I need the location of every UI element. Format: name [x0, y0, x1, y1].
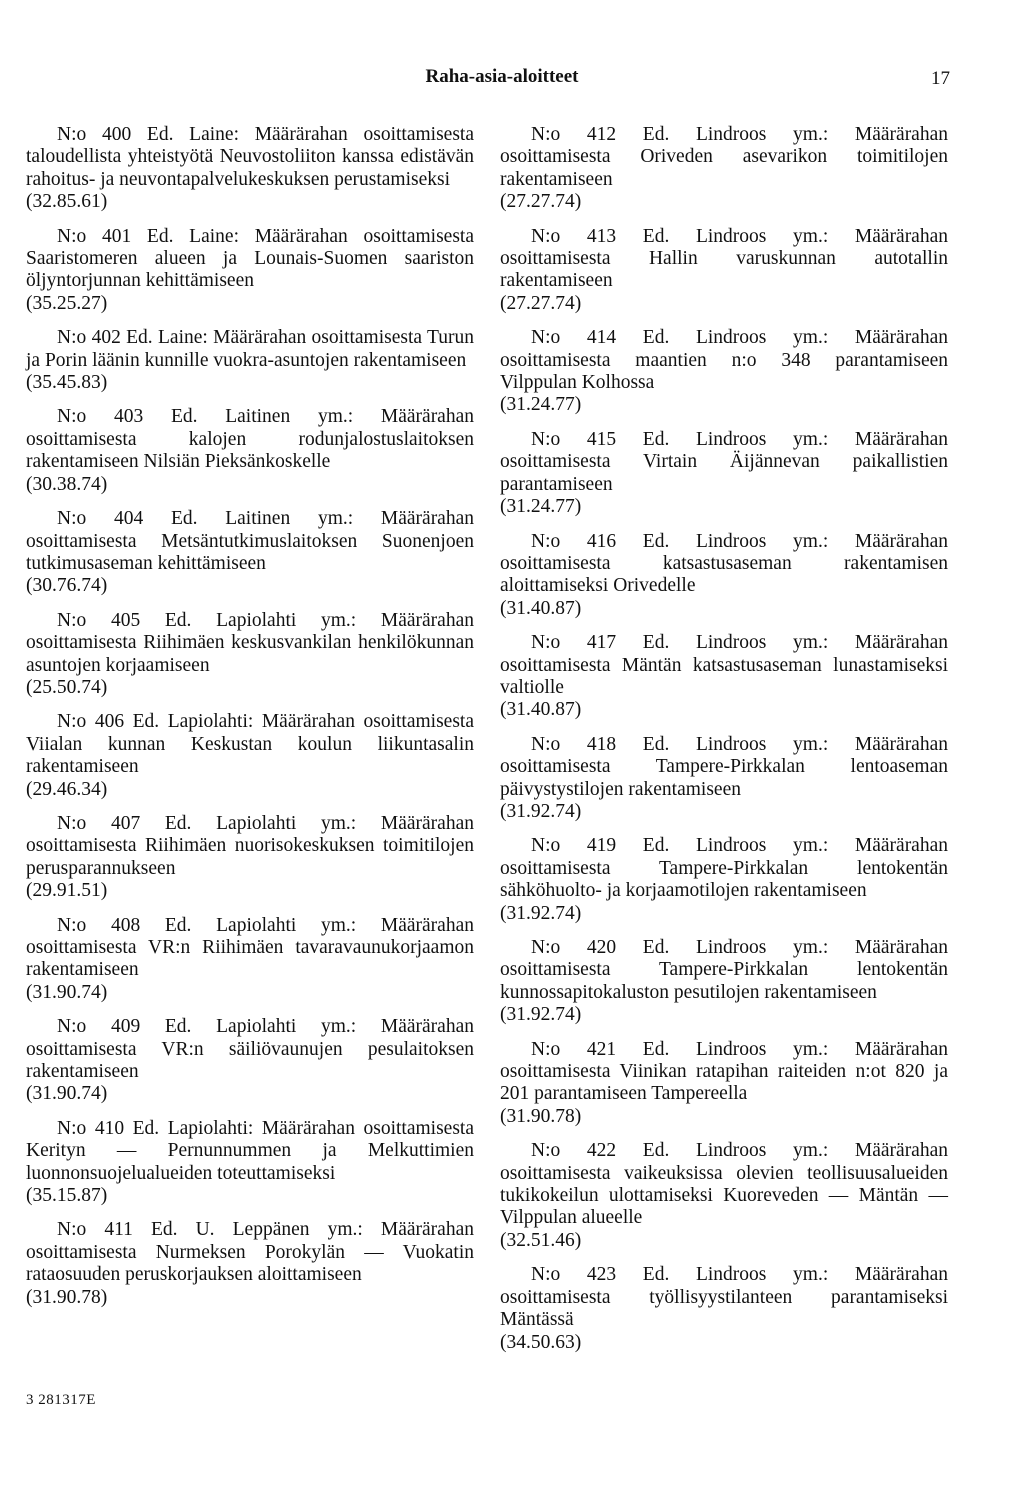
budget-item-code: (31.40.87) — [500, 597, 582, 619]
budget-item-code: (32.51.46) — [500, 1229, 582, 1251]
proposal-entry — [26, 124, 474, 214]
proposal-entry — [500, 937, 948, 1027]
budget-item-code: (31.92.74) — [500, 800, 582, 822]
proposal-title: N:o 417 Ed. Lindroos ym.: Määrärahan osoittamisesta Mäntän katsastusaseman lunastamiseksi valtiolle — [500, 632, 948, 698]
proposal-entry — [26, 610, 474, 700]
budget-item-code: (27.27.74) — [500, 191, 582, 213]
proposal-entry — [500, 1264, 948, 1354]
budget-item-code: (31.90.74) — [26, 981, 108, 1003]
budget-item-code: (32.85.61) — [26, 191, 108, 213]
proposal-entry — [500, 124, 948, 214]
proposal-entry — [26, 915, 474, 1005]
proposal-entry — [26, 813, 474, 903]
budget-item-code: (25.50.74) — [26, 676, 108, 698]
proposal-entry — [500, 327, 948, 417]
proposal-title: N:o 402 Ed. Laine: Määrärahan osoittamisesta Turun ja Porin läänin kunnille vuokra-asuntojen rakentamiseen — [26, 327, 474, 371]
budget-item-code: (35.15.87) — [26, 1185, 108, 1207]
proposal-entry — [26, 1118, 474, 1208]
page-header — [0, 66, 1024, 96]
proposal-title: N:o 415 Ed. Lindroos ym.: Määrärahan osoittamisesta Virtain Äijännevan paikallistien parantamiseen — [500, 428, 948, 495]
budget-item-code: (29.46.34) — [26, 778, 108, 800]
proposal-title: N:o 403 Ed. Laitinen ym.: Määrärahan osoittamisesta kalojen rodunjalostuslaitoksen rakentamiseen Nilsiän Pieksänkoskelle — [26, 406, 474, 473]
proposal-title: N:o 409 Ed. Lapiolahti ym.: Määrärahan osoittamisesta VR:n säiliövaunujen pesulaitoksen rakentamiseen — [26, 1016, 474, 1083]
budget-item-code: (35.45.83) — [26, 372, 108, 394]
proposal-entry — [26, 711, 474, 801]
budget-item-code: (31.90.74) — [26, 1083, 108, 1105]
proposal-title: N:o 404 Ed. Laitinen ym.: Määrärahan osoittamisesta Metsäntutkimuslaitoksen Suonenjoen tutkimusaseman kehittämiseen — [26, 508, 474, 574]
proposal-entry — [26, 327, 474, 394]
proposal-title: N:o 401 Ed. Laine: Määrärahan osoittamisesta Saaristomeren alueen ja Lounais-Suomen saariston öljyntorjunnan kehittämiseen — [26, 225, 474, 292]
budget-item-code: (31.40.87) — [500, 699, 582, 721]
budget-item-code: (34.50.63) — [500, 1331, 582, 1353]
proposal-title: N:o 418 Ed. Lindroos ym.: Määrärahan osoittamisesta Tampere-Pirkkalan lentoaseman päivystystilojen rakentamiseen — [500, 733, 948, 800]
budget-item-code: (31.90.78) — [26, 1286, 108, 1308]
proposal-title: N:o 421 Ed. Lindroos ym.: Määrärahan osoittamisesta Viinikan ratapihan raiteiden n:ot 820 ja 201 parantamiseen Tampereella — [500, 1038, 948, 1105]
footer-print-code: 3 281317E — [26, 1392, 96, 1408]
proposal-entry — [500, 734, 948, 824]
proposal-title: N:o 400 Ed. Laine: Määrärahan osoittamisesta taloudellista yhteistyötä Neuvostoliiton kanssa edistävän rahoitus- ja neuvontapalvelukeskuksen perustamiseksi — [26, 124, 474, 190]
proposal-entry — [26, 508, 474, 598]
proposal-title: N:o 422 Ed. Lindroos ym.: Määrärahan osoittamisesta vaikeuksissa olevien teollisuusalueiden tukikokeilun ulottamiseksi Kuoreveden — Mäntän — Vilppulan alueelle — [500, 1140, 948, 1229]
proposal-entry — [26, 1219, 474, 1309]
proposal-entry — [26, 406, 474, 496]
left-column — [26, 124, 474, 1321]
budget-item-code: (31.90.78) — [500, 1105, 582, 1127]
proposal-title: N:o 423 Ed. Lindroos ym.: Määrärahan osoittamisesta työllisyystilanteen parantamiseksi Mäntässä — [500, 1264, 948, 1331]
page-number: 17 — [931, 68, 950, 89]
proposal-title: N:o 410 Ed. Lapiolahti: Määrärahan osoittamisesta Kerityn — Pernunnummen ja Melkuttimien luonnonsuojelualueiden toteuttamiseksi — [26, 1117, 474, 1184]
proposal-entry — [500, 632, 948, 722]
proposal-title: N:o 413 Ed. Lindroos ym.: Määrärahan osoittamisesta Hallin varuskunnan autotallin rakentamiseen — [500, 225, 948, 292]
proposal-entry — [26, 226, 474, 316]
right-column — [500, 124, 948, 1366]
proposal-entry — [500, 226, 948, 316]
proposal-title: N:o 405 Ed. Lapiolahti ym.: Määrärahan osoittamisesta Riihimäen keskusvankilan henkilökunnan asuntojen korjaamiseen — [26, 609, 474, 676]
budget-item-code: (27.27.74) — [500, 292, 582, 314]
proposal-title: N:o 411 Ed. U. Leppänen ym.: Määrärahan osoittamisesta Nurmeksen Porokylän — Vuokatin rataosuuden peruskorjauksen aloittamiseen — [26, 1219, 474, 1286]
proposal-title: N:o 419 Ed. Lindroos ym.: Määrärahan osoittamisesta Tampere-Pirkkalan lentokentän sähköhuolto- ja korjaamotilojen rakentamiseen — [500, 835, 948, 902]
running-title: Raha-asia-aloitteet — [425, 66, 579, 87]
proposal-title: N:o 406 Ed. Lapiolahti: Määrärahan osoittamisesta Viialan kunnan Keskustan koulun liikuntasalin rakentamiseen — [26, 711, 474, 778]
budget-item-code: (31.24.77) — [500, 394, 582, 416]
proposal-entry — [500, 835, 948, 925]
budget-item-code: (35.25.27) — [26, 292, 108, 314]
budget-item-code: (31.92.74) — [500, 1004, 582, 1026]
proposal-entry — [26, 1016, 474, 1106]
proposal-entry — [500, 429, 948, 519]
budget-item-code: (31.24.77) — [500, 496, 582, 518]
budget-item-code: (30.76.74) — [26, 575, 108, 597]
budget-item-code: (30.38.74) — [26, 473, 108, 495]
proposal-title: N:o 416 Ed. Lindroos ym.: Määrärahan osoittamisesta katsastusaseman rakentamisen aloittamiseksi Orivedelle — [500, 530, 948, 597]
proposal-entry — [500, 1039, 948, 1129]
proposal-title: N:o 414 Ed. Lindroos ym.: Määrärahan osoittamisesta maantien n:o 348 parantamiseen Vilppulan Kolhossa — [500, 327, 948, 394]
proposal-title: N:o 420 Ed. Lindroos ym.: Määrärahan osoittamisesta Tampere-Pirkkalan lentokentän kunnossapitokaluston pesutilojen rakentamiseen — [500, 937, 948, 1003]
proposal-title: N:o 412 Ed. Lindroos ym.: Määrärahan osoittamisesta Oriveden asevarikon toimitilojen rakentamiseen — [500, 124, 948, 190]
budget-item-code: (29.91.51) — [26, 880, 108, 902]
budget-item-code: (31.92.74) — [500, 902, 582, 924]
proposal-title: N:o 407 Ed. Lapiolahti ym.: Määrärahan osoittamisesta Riihimäen nuorisokeskuksen toimitilojen perusparannukseen — [26, 812, 474, 879]
proposal-entry — [500, 531, 948, 621]
proposal-entry — [500, 1140, 948, 1252]
proposal-title: N:o 408 Ed. Lapiolahti ym.: Määrärahan osoittamisesta VR:n Riihimäen tavaravaunukorjaamon rakentamiseen — [26, 914, 474, 981]
